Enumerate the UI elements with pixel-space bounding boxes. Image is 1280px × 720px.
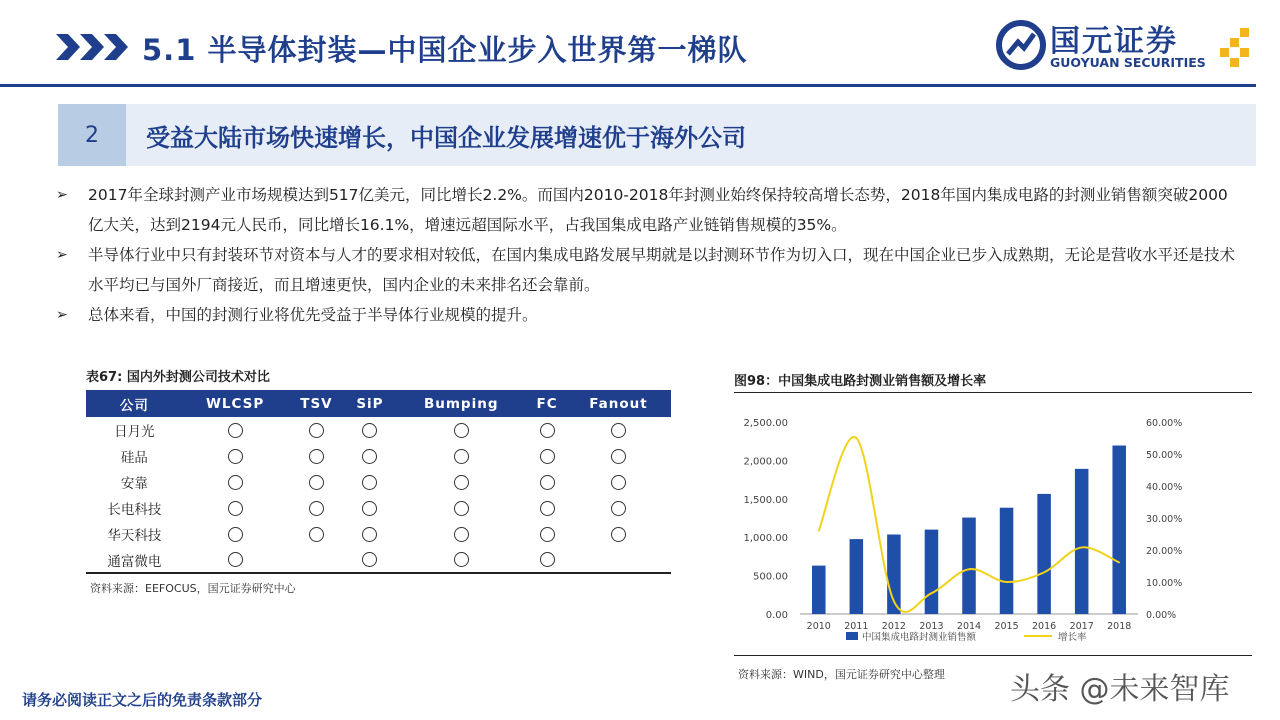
supported-circle-icon [362, 527, 377, 542]
support-cell [528, 417, 566, 443]
growth-rate-point [893, 600, 895, 602]
legend-bar-label: 中国集成电路封测业销售额 [862, 632, 977, 643]
logo-english-name: GUOYUAN SECURITIES [1050, 55, 1206, 70]
supported-circle-icon [362, 449, 377, 464]
x-tick-label: 2012 [881, 621, 906, 632]
support-cell [528, 469, 566, 495]
growth-rate-point [1043, 572, 1045, 574]
support-cell [528, 495, 566, 521]
page-title: 5.1 半导体封装—中国企业步入世界第一梯队 [142, 33, 748, 67]
support-cell [394, 547, 528, 573]
support-cell [346, 443, 395, 469]
supported-circle-icon [362, 475, 377, 490]
supported-circle-icon [454, 423, 469, 438]
x-tick-label: 2014 [956, 621, 982, 632]
supported-circle-icon [611, 475, 626, 490]
y-tick-label: 500.00 [753, 571, 788, 583]
header-rule [0, 84, 1256, 87]
header-cell: Bumping [394, 390, 528, 417]
supported-circle-icon [228, 552, 243, 567]
header-cell: FC [528, 390, 566, 417]
header-chevrons [56, 34, 130, 60]
support-cell [566, 417, 671, 443]
support-cell [566, 495, 671, 521]
bullet-item [56, 180, 1236, 240]
supported-circle-icon [540, 475, 555, 490]
header-cell: SiP [346, 390, 395, 417]
bar [1037, 494, 1051, 614]
supported-circle-icon [454, 501, 469, 516]
supported-circle-icon [309, 475, 324, 490]
header-cell: 公司 [86, 390, 183, 417]
logo-emblem-icon [996, 18, 1046, 72]
support-cell [394, 495, 528, 521]
bar [850, 539, 864, 614]
table-header-row [86, 390, 671, 417]
table-caption: 表67: 国内外封测公司技术对比 [86, 370, 270, 385]
header-cell: WLCSP [183, 390, 288, 417]
supported-circle-icon [611, 527, 626, 542]
y-tick-label: 2,500.00 [743, 418, 788, 429]
support-cell [287, 417, 345, 443]
company-name-cell: 硅品 [120, 450, 148, 466]
support-cell [346, 495, 395, 521]
y2-tick-label: 10.00% [1146, 578, 1183, 589]
supported-circle-icon [362, 501, 377, 516]
bullet-item [56, 240, 1236, 300]
support-cell [394, 443, 528, 469]
support-cell [528, 547, 566, 573]
table-row [86, 521, 671, 547]
support-cell [287, 443, 345, 469]
supported-circle-icon [540, 449, 555, 464]
bar [1112, 446, 1126, 614]
legend-bar-swatch [846, 632, 858, 640]
support-cell [394, 469, 528, 495]
y2-tick-label: 50.00% [1146, 450, 1183, 461]
supported-circle-icon [228, 449, 243, 464]
logo-accent-icon [1210, 28, 1254, 68]
x-tick-label: 2010 [806, 621, 831, 632]
supported-circle-icon [309, 527, 324, 542]
table-row [86, 469, 671, 495]
header-cell: TSV [287, 390, 345, 417]
company-name-cell: 华天科技 [107, 528, 162, 544]
bar [962, 518, 976, 614]
support-cell [346, 521, 395, 547]
y-tick-label: 1,500.00 [743, 494, 788, 506]
y2-tick-label: 60.00% [1146, 418, 1183, 429]
bullet-arrow-icon: ➢ [56, 187, 68, 203]
y-tick-label: 0.00 [765, 610, 788, 621]
figure-top-rule [734, 392, 1252, 393]
bar [1075, 469, 1089, 614]
disclaimer-note: 请务必阅读正文之后的免责条款部分 [22, 691, 263, 709]
supported-circle-icon [228, 475, 243, 490]
support-cell [346, 417, 395, 443]
supported-circle-icon [454, 527, 469, 542]
table-row [86, 443, 671, 469]
comparison-table [86, 390, 671, 574]
support-cell [287, 521, 345, 547]
x-tick-label: 2013 [919, 621, 944, 632]
supported-circle-icon [454, 475, 469, 490]
figure-caption: 图98：中国集成电路封测业销售额及增长率 [734, 374, 987, 389]
supported-circle-icon [611, 449, 626, 464]
y2-tick-label: 40.00% [1146, 482, 1183, 493]
table-row [86, 547, 671, 573]
y2-tick-label: 30.00% [1146, 514, 1183, 525]
growth-rate-point [1118, 562, 1120, 564]
supported-circle-icon [309, 423, 324, 438]
support-cell [346, 547, 395, 573]
supported-circle-icon [228, 527, 243, 542]
watermark: 头条 @未来智库 [1010, 672, 1230, 707]
logo-name: 国元证券 [1050, 24, 1178, 59]
company-logo [996, 16, 1256, 74]
x-tick-label: 2015 [994, 621, 1019, 632]
growth-rate-point [931, 592, 933, 594]
bullet-arrow-icon: ➢ [56, 247, 68, 263]
support-cell [528, 443, 566, 469]
support-cell [183, 521, 288, 547]
growth-rate-point [818, 530, 820, 532]
bullet-text: 总体来看，中国的封测行业将优先受益于半导体行业规模的提升。 [88, 306, 538, 324]
supported-circle-icon [611, 423, 626, 438]
growth-rate-point [1081, 547, 1083, 549]
support-cell [566, 443, 671, 469]
support-cell [183, 547, 288, 573]
combo-chart [734, 398, 1252, 654]
table-body [86, 417, 671, 573]
supported-circle-icon [362, 423, 377, 438]
y2-tick-label: 0.00% [1146, 610, 1177, 621]
x-tick-label: 2016 [1032, 621, 1057, 632]
company-name-cell: 日月光 [114, 424, 155, 440]
support-cell [528, 521, 566, 547]
support-cell [346, 469, 395, 495]
bar [925, 530, 939, 614]
header-cell: Fanout [566, 390, 671, 417]
table-row [86, 495, 671, 521]
legend-line-label: 增长率 [1058, 632, 1087, 643]
x-tick-label: 2017 [1069, 621, 1094, 632]
supported-circle-icon [454, 449, 469, 464]
bullet-list [56, 180, 1236, 330]
supported-circle-icon [454, 552, 469, 567]
supported-circle-icon [362, 552, 377, 567]
bar [1000, 508, 1014, 614]
table-source: 资料来源：EEFOCUS，国元证券研究中心 [90, 582, 296, 595]
support-cell [566, 547, 671, 573]
bar [812, 566, 826, 614]
y2-tick-label: 20.00% [1146, 546, 1183, 557]
section-number: 2 [58, 104, 126, 166]
x-tick-label: 2011 [844, 621, 869, 632]
bullet-arrow-icon: ➢ [56, 307, 68, 323]
support-cell [287, 495, 345, 521]
company-name-cell: 安靠 [120, 476, 148, 492]
growth-rate-point [968, 568, 970, 570]
support-cell [287, 469, 345, 495]
support-cell [394, 417, 528, 443]
supported-circle-icon [228, 423, 243, 438]
company-name-cell: 长电科技 [107, 502, 162, 518]
support-cell [183, 469, 288, 495]
bullet-text: 半导体行业中只有封装环节对资本与人才的要求相对较低，在国内集成电路发展早期就是以封测环节作为切入口，现在中国企业已步入成熟期，无论是营收水平还是技术水平均已与国外厂商接近，而且增速更快，国内企业的未来排名还会靠前。 [88, 246, 1236, 294]
section-title: 受益大陆市场快速增长，中国企业发展增速优于海外公司 [146, 124, 746, 152]
company-name-cell: 通富微电 [86, 547, 183, 573]
x-tick-label: 2018 [1107, 621, 1132, 632]
supported-circle-icon [309, 501, 324, 516]
support-cell [183, 417, 288, 443]
growth-rate-point [856, 437, 858, 439]
support-cell [566, 521, 671, 547]
support-cell [287, 547, 345, 573]
supported-circle-icon [611, 501, 626, 516]
support-cell [183, 495, 288, 521]
bullet-item [56, 300, 1236, 330]
supported-circle-icon [228, 501, 243, 516]
support-cell [183, 443, 288, 469]
supported-circle-icon [309, 449, 324, 464]
table-row [86, 417, 671, 443]
supported-circle-icon [540, 501, 555, 516]
y-tick-label: 1,000.00 [743, 533, 788, 545]
bullet-text: 2017年全球封测产业市场规模达到517亿美元，同比增长2.2%。而国内2010-2018年封测业始终保持较高增长态势，2018年国内集成电路的封测业销售额突破2000亿大关，达到2194元人民币，同比增长16.1%，增速远超国际水平，占我国集成电路产业链销售规模的35%。 [88, 186, 1228, 234]
supported-circle-icon [540, 527, 555, 542]
figure-source: 资料来源：WIND，国元证券研究中心整理 [738, 668, 945, 681]
support-cell [566, 469, 671, 495]
growth-rate-point [1006, 581, 1008, 583]
supported-circle-icon [540, 423, 555, 438]
supported-circle-icon [540, 552, 555, 567]
y-tick-label: 2,000.00 [743, 456, 788, 468]
figure-bottom-rule [734, 655, 1252, 656]
support-cell [394, 521, 528, 547]
